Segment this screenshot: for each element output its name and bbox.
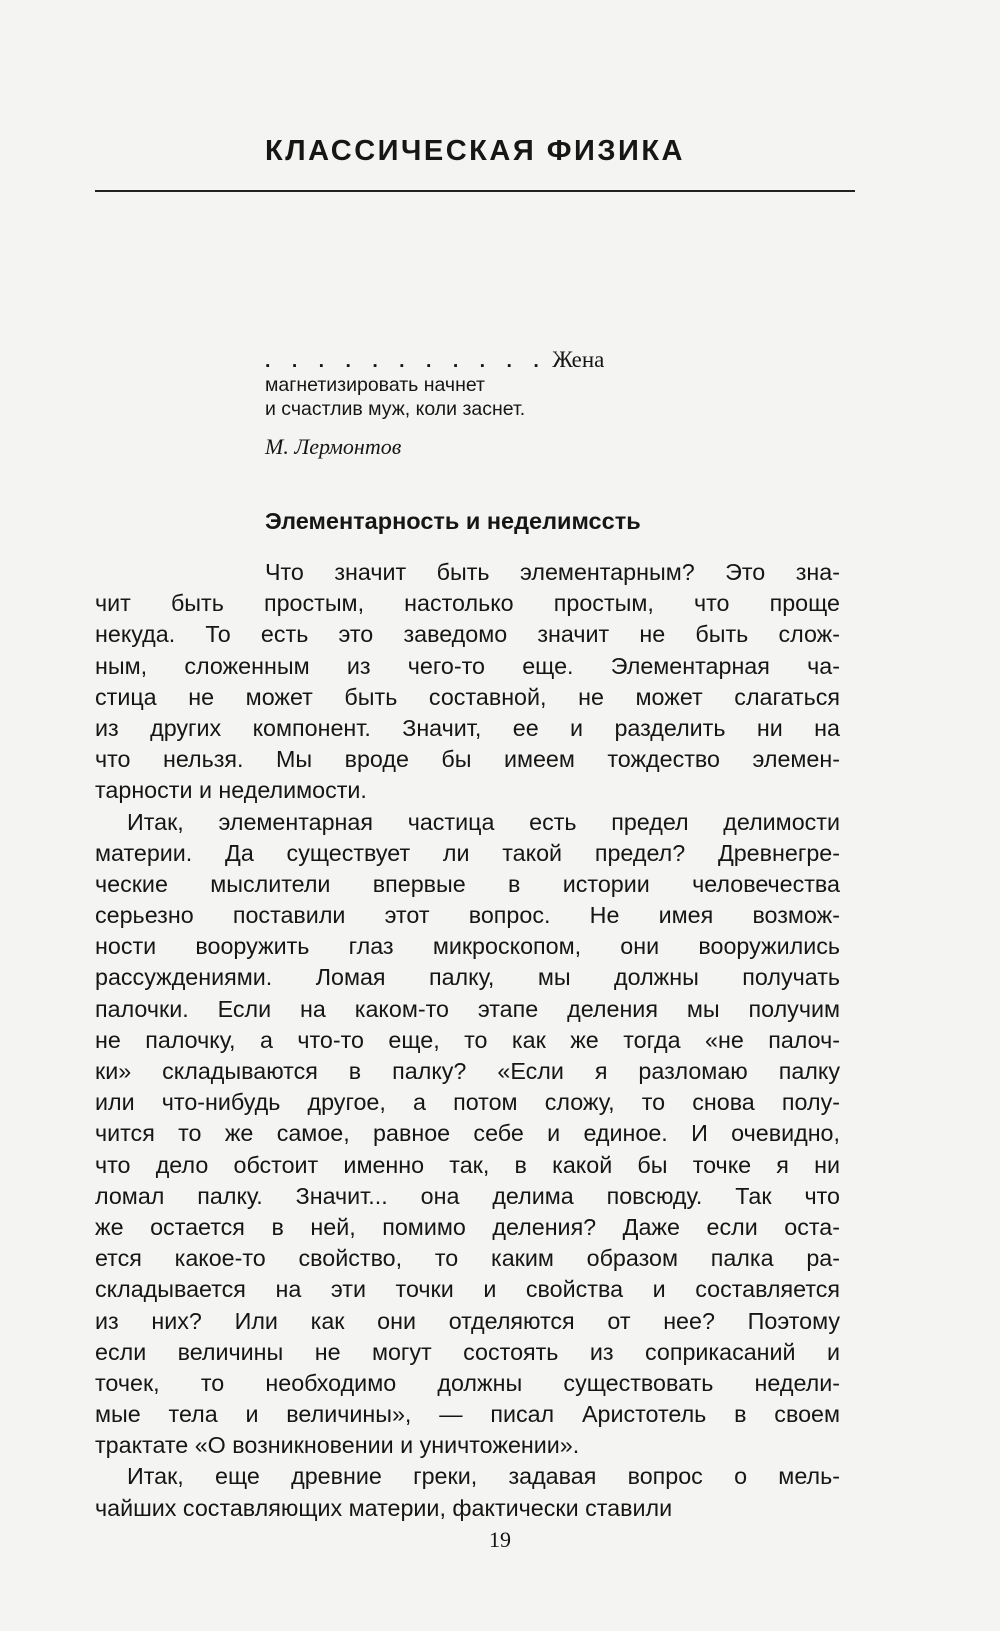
text-line: если величины не могут состоять из соприкасаний и [95,1338,840,1365]
text-line: мые тела и величины», — писал Аристотель в своем [95,1401,840,1428]
text-line: палочки. Если на каком-то этапе деления мы получим [95,995,840,1022]
title-rule [95,190,855,192]
text-line: чится то же самое, равное себе и единое. И очевидно, [95,1120,840,1147]
text-line: ется какое-то свойство, то каким образом палка ра- [95,1245,840,1272]
text-line: трактате «О возникновении и уничтожении». [95,1432,580,1459]
text-line: некуда. То есть это заведомо значит не быть слож- [95,621,840,648]
text-line: рассуждениями. Ломая палку, мы должны получать [95,964,840,991]
text-line: тарности и неделимости. [95,777,367,804]
text-line: ломал палку. Значит... она делима повсюду. Так что [95,1182,840,1209]
text-line: ности вооружить глаз микроскопом, они вооружились [95,933,840,960]
epigraph-author: М. Лермонтов [265,434,402,459]
text-line: ческие мыслители впервые в истории человечества [95,870,840,897]
page-number: 19 [489,1527,511,1552]
text-line: же остается в ней, помимо деления? Даже если оста- [95,1213,840,1240]
text-line: Итак, еще древние греки, задавая вопрос о мель- [127,1463,840,1490]
text-line: что дело обстоит именно так, в какой бы точке я ни [95,1151,840,1178]
epigraph-line-3: и счастлив муж, коли заснет. [265,398,526,420]
text-line: Что значит быть элементарным? Это зна- [265,559,840,585]
text-line: серьезно поставили этот вопрос. Не имея возмож- [95,902,840,929]
text-line: складывается на эти точки и свойства и составляется [95,1276,840,1303]
epigraph-ellipsis: . . . . . . . . . . . [265,350,547,372]
text-line: из других компонент. Значит, ее и разделить ни на [95,714,840,741]
epigraph-line-2: магнетизировать начнет [265,374,485,396]
text-line: Итак, элементарная частица есть предел делимости [127,808,840,835]
text-line: что нельзя. Мы вроде бы имеем тождество элемен- [95,746,840,773]
text-line: точек, то необходимо должны существовать недели- [95,1369,840,1396]
epigraph-line-1 [265,348,685,373]
text-line: или что-нибудь другое, а потом сложу, то снова полу- [95,1089,840,1116]
section-title: Элементарность и неделимсcть [265,508,641,534]
text-line: ным, сложенным из чего-то еще. Элементарная ча- [95,652,840,679]
chapter-title: КЛАССИЧЕСКАЯ ФИЗИКА [265,135,685,167]
epigraph [265,348,685,421]
epigraph-first-word: Жена [552,347,605,372]
text-line: не палочку, а что-то еще, то как же тогда «не палоч- [95,1026,840,1053]
body-text [95,557,840,1524]
text-line: чит быть простым, настолько простым, что проще [95,590,840,617]
text-line: чайших составляющих материи, фактически ставили [95,1494,673,1521]
text-line: стица не может быть составной, не может слагаться [95,683,840,710]
text-line: ки» складываются в палку? «Если я разломаю палку [95,1058,840,1084]
text-line: из них? Или как они отделяются от нее? Поэтому [95,1307,840,1334]
text-line: материи. Да существует ли такой предел? Древнегре- [95,839,840,866]
